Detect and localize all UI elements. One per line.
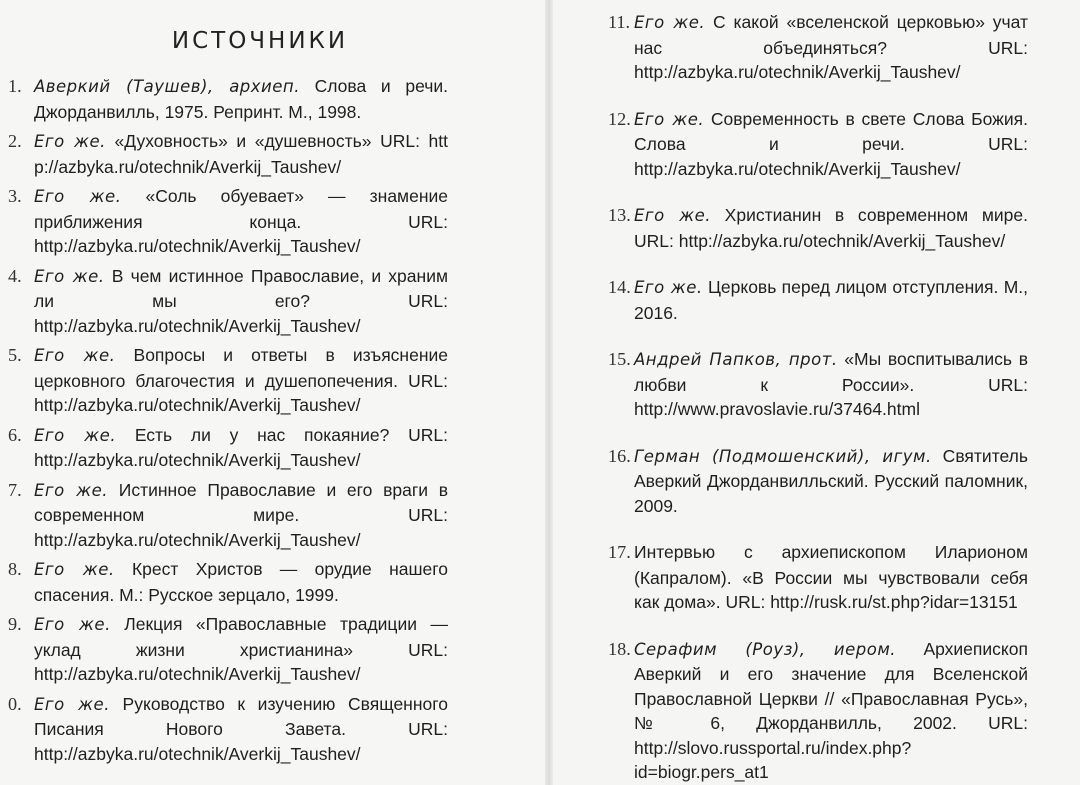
reference-author: Его же.	[34, 480, 109, 500]
right-page	[553, 0, 1080, 785]
reference-number: 0.	[8, 693, 22, 714]
reference-author: Его же.	[34, 346, 116, 365]
reference-item	[8, 184, 448, 259]
reference-text: «Мы воспитывались в любви к России». URL: http://www.pravoslavie.ru/37464.html	[634, 349, 1029, 419]
reference-number: 1.	[8, 76, 22, 96]
reference-list-left	[0, 74, 448, 766]
reference-item	[8, 612, 448, 687]
reference-author: Его же.	[634, 13, 706, 32]
reference-text: С какой «вселенской церковью» учат нас объединяться? URL: http://azbyka.ru/otechnik/Averkij_Taushev/	[634, 12, 1028, 82]
reference-author: Его же.	[34, 187, 122, 206]
reference-item	[608, 347, 1028, 422]
reference-item	[608, 444, 1028, 519]
reference-number: 5.	[8, 345, 22, 365]
reference-author: Его же.	[634, 109, 705, 129]
reference-number: 6.	[8, 424, 22, 445]
reference-text: Вопросы и ответы в изъяснение церковного благочестия и душепопечения. URL: http://azbyka.ru/otechnik/Averkij_Taushev/	[34, 345, 448, 415]
reference-number: 11.	[608, 12, 631, 32]
reference-text: Современность в свете Слова Божия. Слова и речи. URL: http://azbyka.ru/otechnik/Averkij_Taushev/	[634, 108, 1028, 179]
reference-item	[8, 692, 448, 767]
reference-number: 14.	[608, 277, 631, 297]
reference-item	[608, 203, 1028, 253]
reference-number: 18.	[608, 638, 631, 659]
reference-author: Его же.	[34, 615, 111, 634]
page-title: ИСТОЧНИКИ	[171, 28, 349, 54]
reference-list-right	[553, 10, 1028, 785]
reference-number: 8.	[8, 559, 22, 579]
reference-number: 16.	[608, 445, 631, 466]
reference-author: Его же.	[634, 278, 703, 297]
reference-author: Его же.	[34, 425, 117, 445]
reference-text: Церковь перед лицом отступления. М., 2016.	[634, 277, 1028, 323]
reference-item	[608, 107, 1028, 182]
reference-number: 7.	[8, 479, 22, 500]
reference-text: Интервью с архиепископом Иларионом (Капралом). «В России мы чувствовали себя как дома». URL: http://rusk.ru/st.php?idar=13151	[634, 542, 1028, 612]
reference-author: Его же.	[34, 132, 106, 151]
reference-text: Архиепископ Аверкий и его значение для Вселенской Православной Церкви // «Православная Русь», № 6, Джорданвилль, 2002. URL: http://slovo.russportal.ru/index.php?id=biogr.pers_at1	[634, 638, 1028, 782]
reference-author: Его же.	[34, 266, 105, 286]
reference-text: «Духовность» и «душевность» URL: http://azbyka.ru/otechnik/Averkij_Taushev/	[34, 131, 448, 177]
reference-text: Крест Христов — орудие нашего спасения. М.: Русское зерцало, 1999.	[34, 559, 448, 605]
reference-item	[8, 423, 448, 473]
reference-item	[608, 540, 1028, 615]
reference-author: Его же.	[34, 560, 115, 579]
reference-author: Герман (Подмошенский), игум.	[634, 446, 932, 466]
reference-text: Есть ли у нас покаяние? URL: http://azbyka.ru/otechnik/Averkij_Taushev/	[34, 424, 448, 470]
reference-number: 17.	[608, 542, 631, 562]
reference-number: 9.	[8, 614, 22, 634]
reference-text: Святитель Аверкий Джорданвилльский. Русский паломник, 2009.	[634, 445, 1028, 516]
reference-author: Его же.	[634, 206, 712, 225]
reference-item	[608, 275, 1028, 325]
reference-number: 2.	[8, 131, 22, 151]
reference-item	[608, 10, 1028, 85]
reference-number: 4.	[8, 265, 22, 286]
reference-text: «Соль обуевает» — знамение приближения конца. URL: http://azbyka.ru/otechnik/Averkij_Taushev/	[34, 186, 448, 256]
reference-number: 13.	[608, 205, 631, 225]
reference-text: Христианин в современном мире. URL: http://azbyka.ru/otechnik/Averkij_Taushev/	[634, 205, 1028, 251]
reference-text: Лекция «Православные традиции — уклад жизни христианина» URL: http://azbyka.ru/otechnik/Averkij_Taushev/	[34, 614, 448, 684]
reference-number: 3.	[8, 186, 22, 206]
reference-item	[8, 557, 448, 607]
reference-item	[8, 343, 448, 418]
reference-item	[8, 264, 448, 339]
reference-number: 15.	[608, 349, 631, 369]
reference-item	[8, 74, 448, 124]
reference-text: В чем истинное Православие, и храним ли мы его? URL: http://azbyka.ru/otechnik/Averkij_Taushev/	[34, 265, 448, 336]
reference-author: Андрей Папков, прот.	[634, 350, 838, 369]
reference-item	[8, 129, 448, 179]
book-gutter	[545, 0, 553, 785]
reference-text: Руководство к изучению Священного Писания Нового Завета. URL: http://azbyka.ru/otechnik/Averkij_Taushev/	[34, 693, 448, 764]
reference-item	[8, 478, 448, 553]
reference-author: Аверкий (Таушев), архиеп.	[34, 77, 300, 96]
reference-author: Серафим (Роуз), иером.	[634, 639, 897, 659]
reference-author: Его же.	[34, 694, 110, 714]
reference-text: Истинное Православие и его враги в современном мире. URL: http://azbyka.ru/otechnik/Averkij_Taushev/	[34, 479, 448, 550]
reference-text: Слова и речи. Джорданвилль, 1975. Репринт. М., 1998.	[34, 76, 448, 122]
reference-number: 12.	[608, 108, 631, 129]
reference-item	[608, 637, 1028, 785]
